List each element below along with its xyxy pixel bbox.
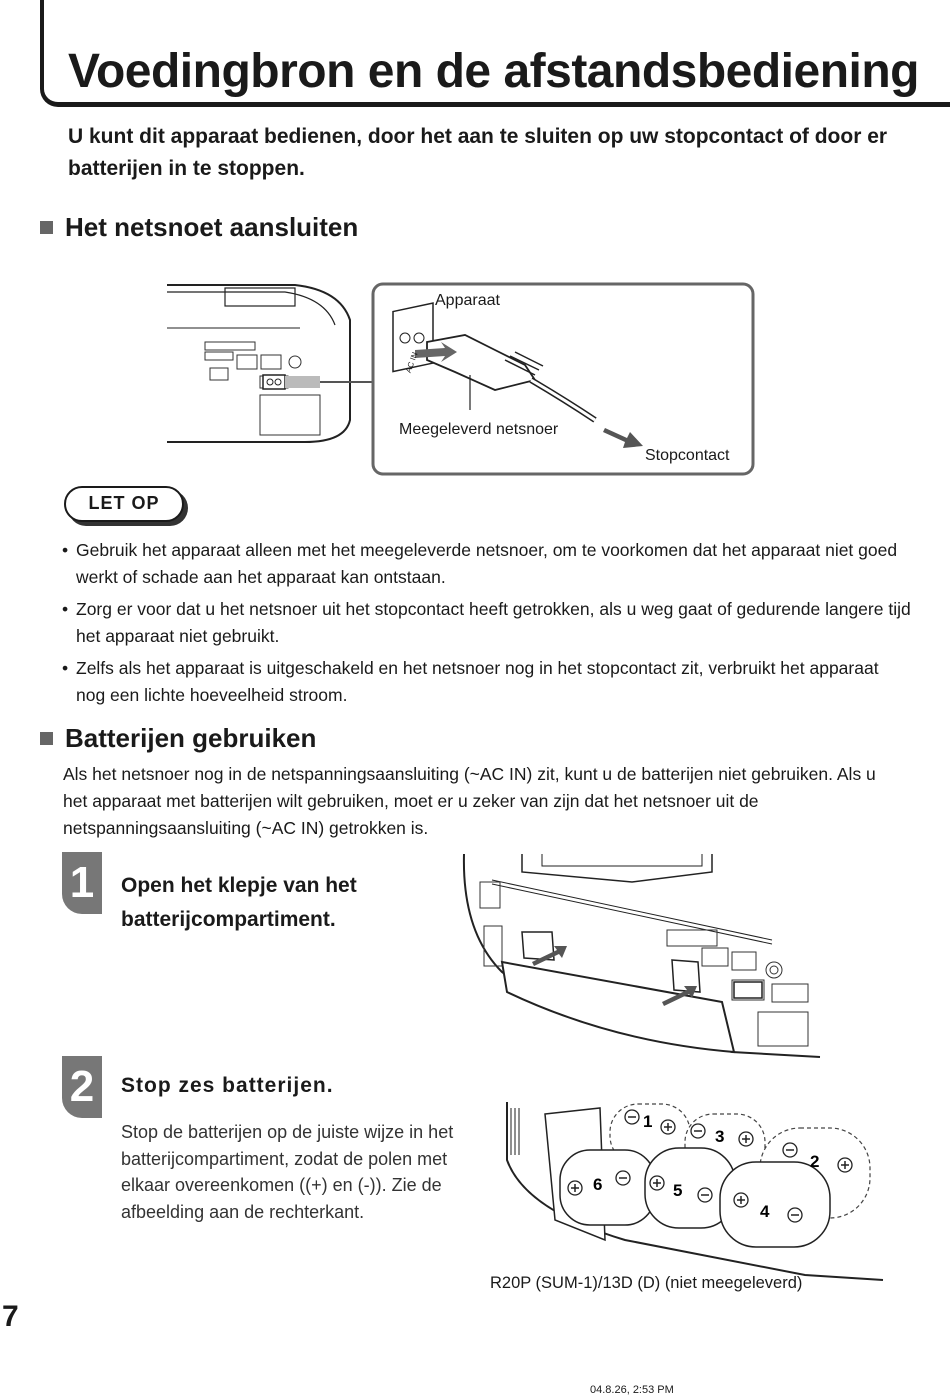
power-cord-figure (165, 280, 765, 480)
section1-heading-text: Het netsnoet aansluiten (65, 212, 359, 242)
label-cord: Meegeleverd netsnoer (399, 421, 559, 438)
label-outlet: Stopcontact (645, 447, 730, 464)
title-underline (78, 102, 950, 107)
battery-label: 3 (715, 1127, 725, 1146)
page-number: 7 (2, 1300, 19, 1333)
caution-item: • Zelfs als het apparaat is uitgeschakeld en het netsnoer nog in het stopcontact zit, verbruikt het apparaat nog een lichte hoeveelheid stroom. (62, 655, 912, 709)
step-2-title: Stop zes batterijen. (121, 1074, 334, 1097)
step-1-number: 1 (62, 852, 102, 914)
battery-insert-figure (505, 1100, 885, 1290)
caution-item: • Zorg er voor dat u het netsnoer uit het stopcontact heeft getrokken, als u weg gaat of gedurende langere tijd het apparaat niet gebruikt. (62, 596, 912, 650)
battery-label: 5 (673, 1181, 683, 1200)
batteries-intro: Als het netsnoer nog in de netspanningsaansluiting (~AC IN) zit, kunt u de batterijen niet gebruiken. Als u het apparaat met batterijen wilt gebruiken, moet er u zeker van zijn dat het netsnoer uit de netspanningsaansluiting (~AC IN) getrokken is. (63, 764, 876, 838)
caution-list (62, 537, 912, 714)
intro-text: U kunt dit apparaat bedienen, door het aan te sluiten op uw stopcontact of door er batterijen in te stoppen. (68, 125, 888, 180)
bullet-square-icon (40, 732, 53, 745)
caution-badge-label: LET OP (88, 493, 160, 513)
section-heading-power-cord (40, 212, 358, 243)
battery-label: 1 (643, 1112, 653, 1131)
section-heading-batteries (40, 723, 316, 754)
bullet-square-icon (40, 221, 53, 234)
footer-stamp: 04.8.26, 2:53 PM (590, 1384, 674, 1396)
battery-label: 6 (593, 1175, 603, 1194)
battery-lid-illustration (462, 852, 822, 1062)
battery-insert-illustration (505, 1100, 885, 1290)
label-ac-in: AC IN (403, 350, 420, 375)
label-apparaat: Apparaat (435, 292, 500, 309)
section2-heading-text: Batterijen gebruiken (65, 723, 317, 753)
battery-lid-figure (462, 852, 822, 1062)
page-title: Voedingbron en de afstandsbediening (68, 45, 919, 98)
battery-caption: R20P (SUM-1)/13D (D) (niet meegeleverd) (490, 1274, 803, 1292)
step-1-title: Open het klepje van het batterijcompartiment. (121, 874, 357, 931)
caution-item: • Gebruik het apparaat alleen met het meegeleverde netsnoer, om te voorkomen dat het apparaat niet goed werkt of schade aan het apparaat kan ontstaan. (62, 537, 912, 591)
step-2-number: 2 (62, 1056, 102, 1118)
battery-label: 2 (810, 1152, 820, 1171)
battery-label: 4 (760, 1202, 770, 1221)
step-2-body: Stop de batterijen op de juiste wijze in het batterijcompartiment, zodat de polen met elkaar overeenkomen ((+) en (-)). Zie de afbeelding aan de rechterkant. (121, 1122, 454, 1222)
